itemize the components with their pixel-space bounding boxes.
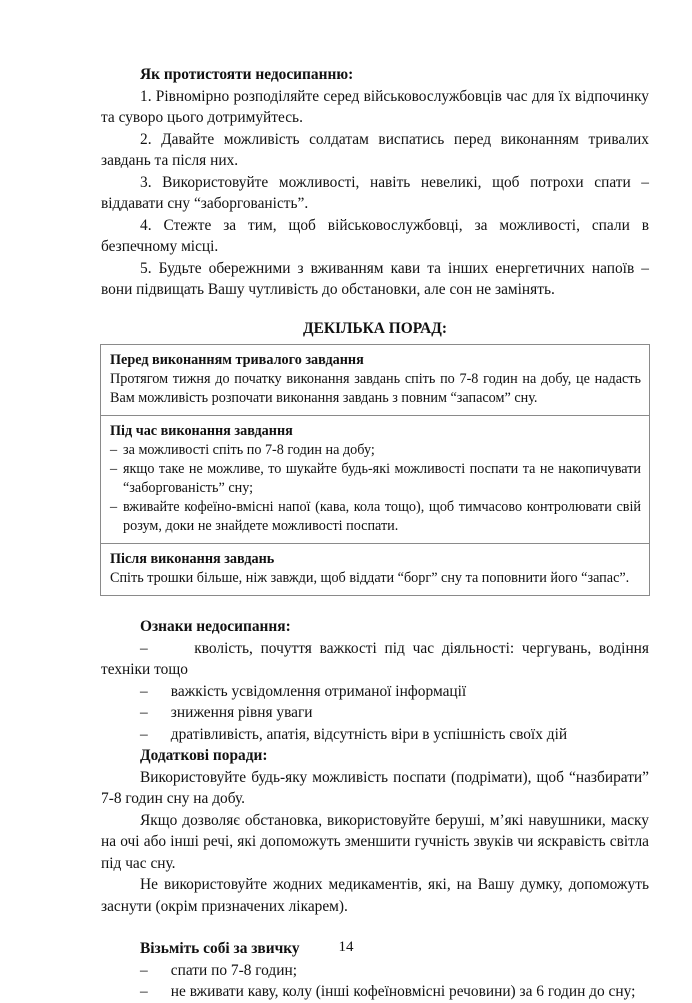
spacer xyxy=(101,917,649,938)
spacer xyxy=(101,596,649,616)
page-content xyxy=(101,64,649,1003)
list-item: 4. Стежте за тим, щоб військовослужбовці, за можливості, спали в безпечному місці. xyxy=(101,216,649,255)
tips-section-title: Після виконання завдань xyxy=(110,551,275,567)
list-item xyxy=(101,681,649,703)
dash-marker: – xyxy=(140,983,171,1000)
list-item xyxy=(101,724,649,746)
tips-list-item-text: за можливості спіть по 7-8 годин на добу; xyxy=(123,442,375,458)
list-item-text: важкість усвідомлення отриманої інформації xyxy=(170,682,467,700)
dash-marker: – xyxy=(110,461,118,477)
list-item: 3. Використовуйте можливості, навіть невеликі, щоб потрохи спати – віддавати сну “заборгованість”. xyxy=(101,173,649,212)
paragraph: Використовуйте будь-яку можливість поспати (подрімати), щоб “назбирати” 7-8 годин сну на добу. xyxy=(101,768,649,807)
tips-section-after xyxy=(101,544,649,595)
dash-marker: – xyxy=(140,725,171,743)
list-item xyxy=(101,960,649,982)
tips-box xyxy=(100,344,650,596)
list-item-text: кволість, почуття важкості під час діяльності: чергувань, водіння техніки тощо xyxy=(101,639,650,678)
list-item xyxy=(101,702,649,724)
section-heading-extra: Додаткові поради: xyxy=(140,747,268,764)
tips-list-item xyxy=(110,441,641,460)
tips-section-text: Спіть трошки більше, ніж завжди, щоб віддати “борг” сну та поповнити його “запас”. xyxy=(110,570,630,586)
tips-list-item xyxy=(110,498,641,536)
list-item xyxy=(101,638,649,681)
section-heading-signs: Ознаки недосипання: xyxy=(140,618,291,635)
tips-section-before xyxy=(101,345,649,416)
list-item: 1. Рівномірно розподіляйте серед військовослужбовців час для їх відпочинку та суворо цього дотримуйтесь. xyxy=(101,87,649,126)
dash-marker: – xyxy=(110,442,118,458)
dash-marker: – xyxy=(140,682,171,700)
tips-section-title: Під час виконання завдання xyxy=(110,423,293,439)
tips-list-item xyxy=(110,460,641,498)
list-item: 2. Давайте можливість солдатам виспатись перед виконанням тривалих завдань та після них. xyxy=(101,130,649,169)
dash-marker: – xyxy=(140,704,171,721)
tips-section-text: Протягом тижня до початку виконання завдань спіть по 7-8 годин на добу, це надасть Вам можливість розпочати виконання завдань з повним “запасом” сну. xyxy=(110,371,641,406)
paragraph: Якщо дозволяє обстановка, використовуйте беруші, м’які навушники, маску на очі або інші речі, які допоможуть зменшити гучність звуків чи яскравість світла під час сну. xyxy=(101,811,649,872)
tips-list-item-text: якщо таке не можливе, то шукайте будь-які можливості поспати та не накопичувати “заборгованість” сну; xyxy=(123,461,641,496)
list-item xyxy=(101,981,649,1003)
dash-marker: – xyxy=(140,639,195,657)
list-item-text: зниження рівня уваги xyxy=(170,704,313,721)
tips-section-title: Перед виконанням тривалого завдання xyxy=(110,352,364,368)
section-heading-sleep-deprivation: Як протистояти недосипанню: xyxy=(140,66,354,83)
dash-marker: – xyxy=(110,499,118,515)
paragraph: Не використовуйте жодних медикаментів, які, на Вашу думку, допоможуть заснути (окрім призначених лікарем). xyxy=(101,876,649,915)
dash-marker: – xyxy=(140,961,171,979)
list-item-text: дратівливість, апатія, відсутність віри в успішність своїх дій xyxy=(170,725,568,743)
list-item-text: спати по 7-8 годин; xyxy=(170,961,297,979)
tips-title: ДЕКІЛЬКА ПОРАД: xyxy=(303,319,447,337)
section-heading-habit: Візьміть собі за звичку xyxy=(140,940,300,957)
page-number: 14 xyxy=(338,939,354,955)
list-item-text: не вживати каву, колу (інші кофеїновмісні речовини) за 6 годин до сну; xyxy=(170,983,636,1000)
tips-section-during xyxy=(101,416,649,544)
tips-list-item-text: вживайте кофеїно-вмісні напої (кава, кола тощо), щоб тимчасово контролювати свій розум, доки не знайдете можливості поспати. xyxy=(123,499,641,534)
list-item: 5. Будьте обережними з вживанням кави та інших енергетичних напоїв – вони підвищать Вашу чутливість до обстановки, але сон не замінять. xyxy=(101,259,649,298)
